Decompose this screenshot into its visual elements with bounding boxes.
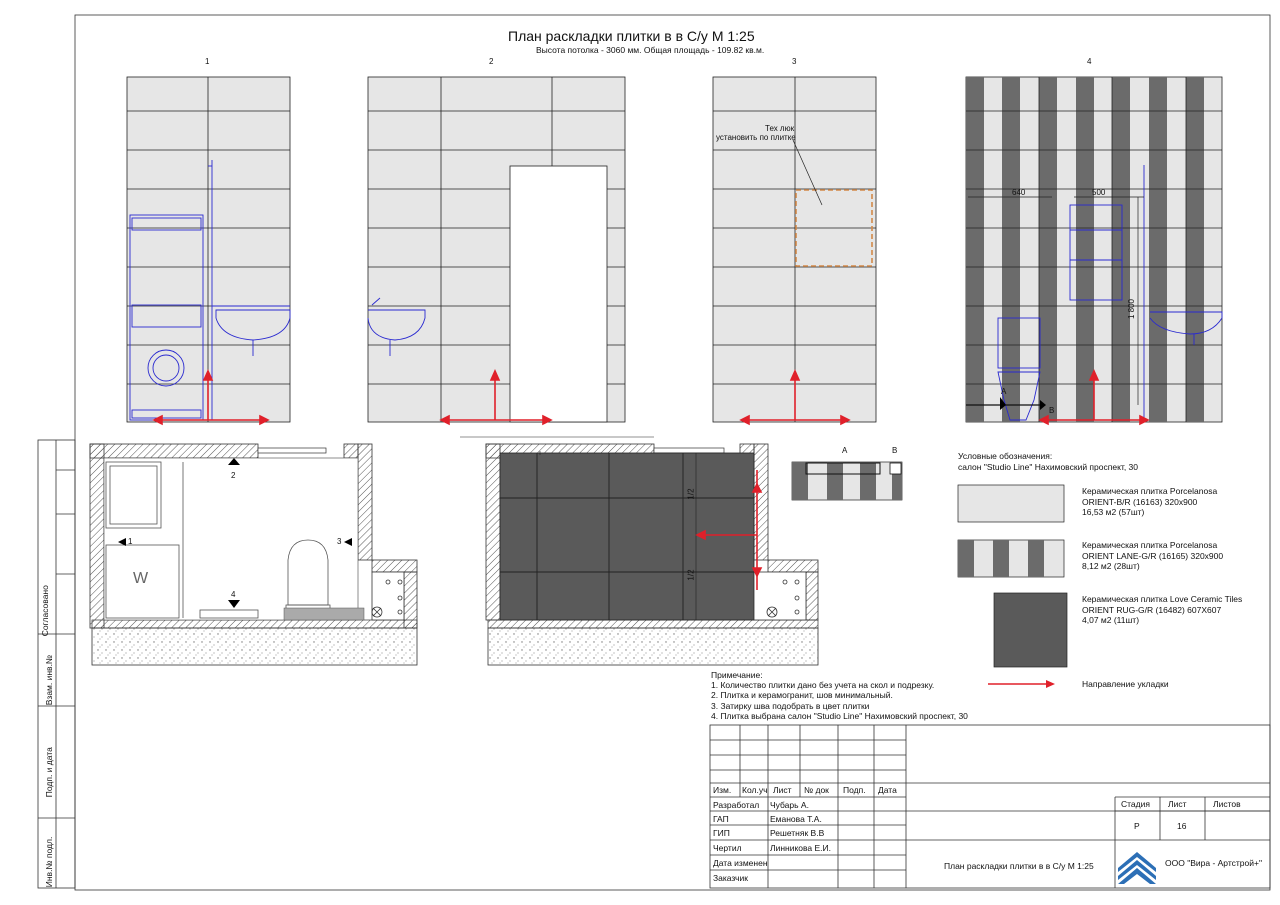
legend-item-3: Керамическая плитка Love Ceramic Tiles ORIENT RUG-G/R (16482) 607X607 4,07 м2 (11шт) bbox=[1082, 594, 1243, 626]
elevation-4 bbox=[966, 77, 1222, 424]
section-ab bbox=[792, 462, 902, 500]
tb-role: ГИП bbox=[713, 828, 730, 838]
tb-header-podp: Подп. bbox=[843, 785, 866, 795]
plan-floor bbox=[460, 437, 818, 665]
notes-block bbox=[711, 670, 968, 721]
tb-role: Разработал bbox=[713, 800, 760, 810]
dim-640: 640 bbox=[1012, 188, 1026, 197]
section-mark-a: A bbox=[1001, 387, 1007, 396]
tb-sheet-title: План раскладки плитки в в С/у М 1:25 bbox=[944, 861, 1094, 871]
tb-role: ГАП bbox=[713, 814, 729, 824]
tb-stage-label: Стадия bbox=[1121, 799, 1150, 809]
plan-marker-4: 4 bbox=[231, 590, 236, 599]
plan-marker-2: 2 bbox=[231, 471, 236, 480]
tb-sheets-label: Листов bbox=[1213, 799, 1241, 809]
legend-item-1: Керамическая плитка Porcelanosa ORIENT-B/R (16163) 320x900 16,53 м2 (57шт) bbox=[1082, 486, 1218, 518]
tb-header-doc: № док bbox=[804, 785, 829, 795]
tb-header-date: Дата bbox=[878, 785, 897, 795]
plan-left bbox=[90, 444, 417, 665]
page-title: План раскладки плитки в в С/у М 1:25 bbox=[508, 28, 755, 44]
tb-name: Линникова Е.И. bbox=[770, 843, 832, 853]
company-logo bbox=[1117, 843, 1157, 885]
tb-sheet-label: Лист bbox=[1168, 799, 1187, 809]
tb-stage: Р bbox=[1134, 821, 1140, 831]
view-label-2: 2 bbox=[489, 57, 494, 66]
tb-header-kol: Кол.уч bbox=[742, 785, 768, 795]
page-subtitle: Высота потолка - 3060 мм. Общая площадь - 109.82 кв.м. bbox=[536, 45, 765, 55]
tb-company: ООО "Вира - Артстрой+" bbox=[1165, 858, 1262, 868]
elevation-2 bbox=[368, 77, 625, 424]
tb-name: Решетняк В.В bbox=[770, 828, 825, 838]
hatch-note-1: Тех люк bbox=[765, 124, 795, 133]
swatch-label-b: B bbox=[892, 446, 898, 455]
stamp-inv: Инв.№ подл. bbox=[43, 836, 54, 888]
tb-name: Чубарь А. bbox=[770, 800, 809, 810]
section-mark-b: B bbox=[1049, 406, 1055, 415]
view-label-3: 3 bbox=[792, 57, 797, 66]
elevation-1 bbox=[127, 77, 290, 424]
tb-header-izm: Изм. bbox=[713, 785, 732, 795]
view-label-1: 1 bbox=[205, 57, 210, 66]
washer-label: W bbox=[133, 570, 149, 587]
legend-salon: салон "Studio Line" Нахимовский проспект, 30 bbox=[958, 462, 1139, 472]
view-label-4: 4 bbox=[1087, 57, 1092, 66]
tb-role: Чертил bbox=[713, 843, 742, 853]
dim-500: 500 bbox=[1092, 188, 1106, 197]
tb-role: Дата изменен bbox=[713, 858, 768, 868]
note-line: 3. Затирку шва подобрать в цвет плитки bbox=[711, 700, 870, 711]
tb-header-list: Лист bbox=[773, 785, 792, 795]
note-line: 2. Плитка и керамогранит, шов минимальный. bbox=[711, 690, 893, 701]
tb-name: Еманова Т.А. bbox=[770, 814, 822, 824]
hatch-note-2: установить по плитке bbox=[716, 133, 796, 142]
stamp-soglasovano: Согласовано bbox=[39, 585, 50, 637]
stamp-podp: Подп. и дата bbox=[43, 747, 54, 798]
legend-direction: Направление укладки bbox=[1082, 679, 1169, 689]
tb-role: Заказчик bbox=[713, 873, 748, 883]
legend-item-2: Керамическая плитка Porcelanosa ORIENT LANE-G/R (16165) 320x900 8,12 м2 (28шт) bbox=[1082, 540, 1224, 572]
note-line: 1. Количество плитки дано без учета на скол и подрезку. bbox=[711, 680, 935, 691]
stamp-vzam: Взам. инв.№ bbox=[43, 654, 54, 706]
dim-half-a: 1/2 bbox=[686, 488, 696, 500]
plan-marker-3: 3 bbox=[337, 537, 342, 546]
notes-heading: Примечание: bbox=[711, 670, 763, 680]
elevation-3 bbox=[713, 77, 876, 424]
door-opening bbox=[510, 166, 607, 422]
swatch-label-a: A bbox=[842, 446, 848, 455]
legend-swatches bbox=[958, 485, 1067, 688]
dim-1800: 1 800 bbox=[1127, 298, 1137, 320]
dim-half-b: 1/2 bbox=[686, 569, 696, 581]
tb-sheet: 16 bbox=[1177, 821, 1187, 831]
plan-marker-1: 1 bbox=[128, 537, 133, 546]
note-line: 4. Плитка выбрана салон "Studio Line" Нахимовский проспект, 30 bbox=[711, 710, 968, 721]
legend-heading: Условные обозначения: bbox=[958, 451, 1053, 461]
